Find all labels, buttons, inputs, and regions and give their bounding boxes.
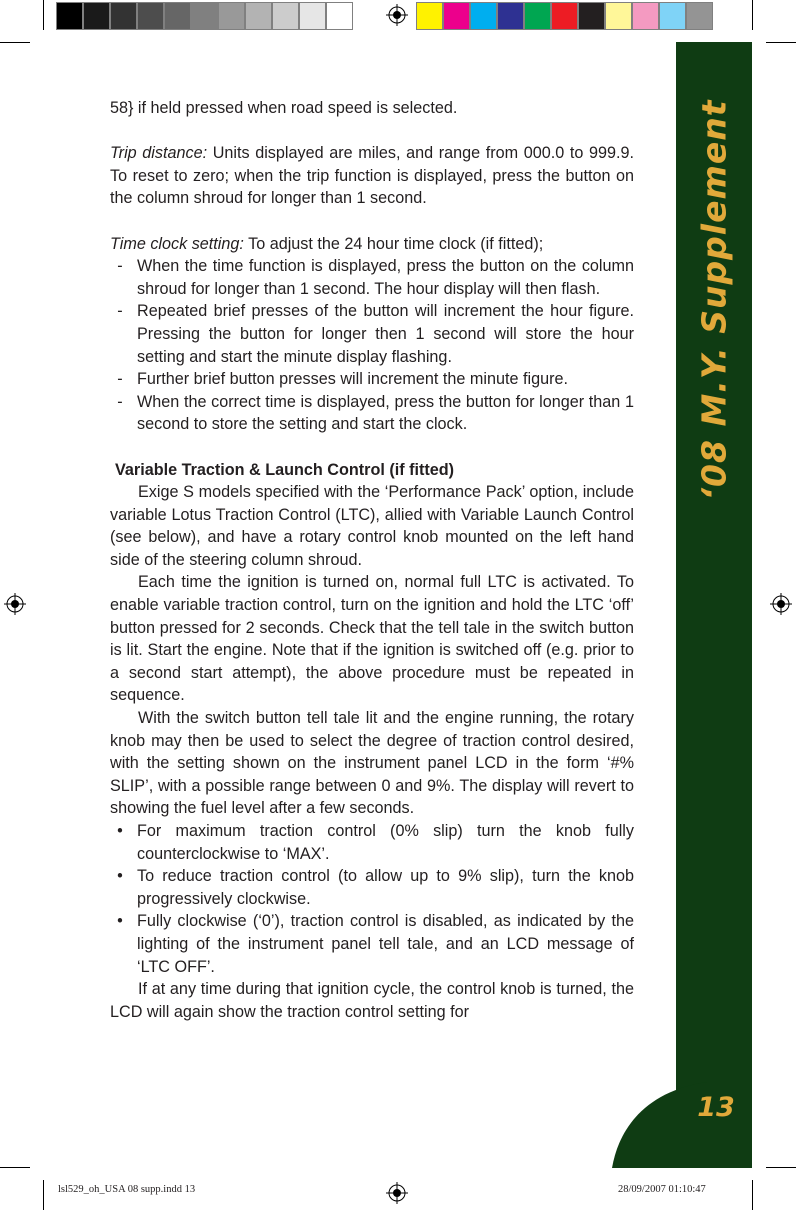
- list-item-text: Further brief button presses will increment the minute figure.: [137, 370, 568, 389]
- time-clock-paragraph: [110, 233, 634, 256]
- color-swatch: [272, 2, 299, 30]
- paragraph: Each time the ignition is turned on, normal full LTC is activated. To enable variable traction control, turn on the ignition and hold the LTC ‘off’ button pressed for 2 seconds. Check that the tell tale in the switch button is lit. Start the engine. Note that if the ignition is switched off (e.g. prior to a second start attempt), the above procedure must be repeated in sequence.: [110, 573, 634, 705]
- list-item: [110, 255, 634, 300]
- color-swatch: [686, 2, 713, 30]
- list-item-text: When the correct time is displayed, press the button for longer than 1 second to store the setting and start the clock.: [137, 392, 634, 434]
- list-item: [110, 391, 634, 436]
- color-swatch: [632, 2, 659, 30]
- list-item: [110, 368, 634, 391]
- list-item: [110, 820, 634, 865]
- list-item-text: Fully clockwise (‘0’), traction control is disabled, as indicated by the lighting of the instrument panel tell tale, and an LCD message of ‘LTC OFF’.: [137, 912, 634, 976]
- list-item: [110, 300, 634, 368]
- process-color-bar: [416, 2, 713, 30]
- traction-bullets: [110, 820, 634, 978]
- section-title: ‘08 M.Y. Supplement: [694, 99, 734, 501]
- list-item: [110, 865, 634, 910]
- crop-mark-bottom-right-v: [752, 1180, 753, 1210]
- color-swatch: [56, 2, 83, 30]
- registration-mark-icon: [770, 593, 792, 615]
- crop-mark-top-right-h: [766, 42, 796, 43]
- crop-mark-top-left-v: [43, 0, 44, 30]
- trip-distance-text: Units displayed are miles, and range from 000.0 to 999.9. To reset to zero; when the trip function is displayed, press the button on the column shroud for longer than 1 second.: [110, 144, 635, 208]
- color-swatch: [578, 2, 605, 30]
- color-swatch: [218, 2, 245, 30]
- color-swatch: [137, 2, 164, 30]
- color-swatch: [551, 2, 578, 30]
- crop-mark-bottom-left-v: [43, 1180, 44, 1210]
- time-clock-label: Time clock setting:: [110, 234, 244, 253]
- list-item-text: For maximum traction control (0% slip) turn the knob fully counterclockwise to ‘MAX’.: [137, 822, 634, 863]
- paragraph: If at any time during that ignition cycle, the control knob is turned, the LCD will again show the traction control setting for: [110, 980, 634, 1021]
- body-text: [110, 97, 634, 1023]
- color-swatch: [470, 2, 497, 30]
- slug-timestamp: 28/09/2007 01:10:47: [618, 1184, 706, 1195]
- color-swatch: [659, 2, 686, 30]
- time-clock-steps: [110, 255, 634, 436]
- trip-distance-label: Trip distance:: [110, 144, 208, 163]
- grayscale-color-bar: [56, 2, 353, 30]
- slug-filename: lsl529_oh_USA 08 supp.indd 13: [58, 1184, 196, 1195]
- list-marker: •: [117, 822, 123, 840]
- color-swatch: [299, 2, 326, 30]
- registration-mark-icon: [386, 4, 408, 26]
- list-marker: -: [117, 392, 123, 411]
- color-swatch: [191, 2, 218, 30]
- section-heading: Variable Traction & Launch Control (if fitted): [115, 460, 455, 479]
- color-swatch: [497, 2, 524, 30]
- list-marker: -: [117, 370, 123, 389]
- color-swatch: [164, 2, 191, 30]
- registration-mark-icon: [386, 1182, 408, 1204]
- color-swatch: [524, 2, 551, 30]
- page-number: 13: [697, 1092, 735, 1123]
- list-item-text: Repeated brief presses of the button will increment the hour figure. Pressing the button for longer then 1 second will store the hour setting and start the minute display flashing.: [137, 302, 634, 366]
- crop-mark-top-left-h: [0, 42, 30, 43]
- color-swatch: [605, 2, 632, 30]
- time-clock-text: To adjust the 24 hour time clock (if fitted);: [243, 234, 544, 253]
- list-marker: •: [117, 912, 123, 931]
- intro-line: 58} if held pressed when road speed is selected.: [110, 99, 458, 117]
- color-swatch: [110, 2, 137, 30]
- list-item: [110, 910, 634, 978]
- paragraph: Exige S models specified with the ‘Performance Pack’ option, include variable Lotus Traction Control (LTC), allied with Variable Launch Control (see below), and have a rotary control knob mounted on the left hand side of the steering column shroud.: [110, 483, 634, 569]
- color-swatch: [245, 2, 272, 30]
- registration-mark-icon: [4, 593, 26, 615]
- list-item-text: To reduce traction control (to allow up to 9% slip), turn the knob progressively clockwise.: [137, 867, 634, 908]
- color-swatch: [326, 2, 353, 30]
- list-marker: -: [117, 302, 123, 321]
- trip-distance-paragraph: [110, 142, 634, 210]
- color-swatch: [443, 2, 470, 30]
- paragraph: With the switch button tell tale lit and the engine running, the rotary knob may then be used to select the degree of traction control desired, with the setting shown on the instrument panel LCD in the form ‘#% SLIP’, with a possible range between 0 and 9%. The display will revert to showing the fuel level after a few seconds.: [110, 709, 634, 818]
- color-swatch: [83, 2, 110, 30]
- list-marker: •: [117, 867, 123, 886]
- crop-mark-top-right-v: [752, 0, 753, 30]
- list-marker: -: [117, 257, 123, 276]
- color-swatch: [416, 2, 443, 30]
- crop-mark-bottom-left-h: [0, 1167, 30, 1168]
- crop-mark-bottom-right-h: [766, 1167, 796, 1168]
- list-item-text: When the time function is displayed, press the button on the column shroud for longer than 1 second. The hour display will then flash.: [137, 257, 634, 298]
